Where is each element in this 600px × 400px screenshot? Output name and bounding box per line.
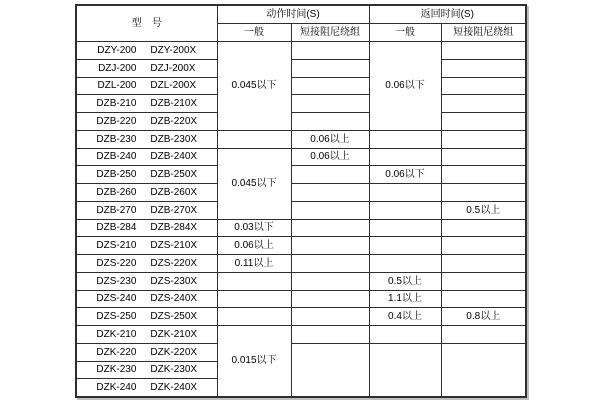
value-cell	[217, 290, 291, 308]
subheader-action-general: 一般	[217, 24, 291, 42]
value-cell: 0.045以下	[217, 42, 291, 131]
value-cell	[217, 130, 291, 148]
value-cell: 0.8以上	[441, 308, 526, 326]
model-number-x: DZB-210X	[150, 98, 198, 110]
model-cell	[76, 308, 217, 326]
value-cell	[369, 201, 441, 219]
model-cell	[76, 237, 217, 255]
model-pair	[77, 98, 217, 109]
model-number-x: DZB-240X	[150, 151, 198, 163]
header-return-time: 返回时间(S)	[369, 5, 526, 24]
value-cell	[291, 166, 369, 184]
value-cell: 0.5以上	[441, 201, 526, 219]
table-row	[76, 326, 526, 344]
table-row	[76, 255, 526, 273]
value-cell	[441, 95, 526, 113]
model-number: DZS-220	[96, 257, 137, 269]
model-pair	[77, 63, 217, 74]
value-cell	[441, 343, 526, 396]
value-cell	[441, 290, 526, 308]
model-number-x: DZK-220X	[150, 346, 198, 358]
value-cell	[291, 113, 369, 131]
value-cell	[291, 42, 369, 60]
value-cell	[217, 272, 291, 290]
value-cell	[369, 184, 441, 202]
table-row	[76, 308, 526, 326]
model-number: DZB-240	[96, 151, 137, 163]
model-number: DZB-284	[96, 222, 137, 234]
value-cell	[369, 255, 441, 273]
model-number-x: DZY-200X	[150, 44, 197, 56]
model-number-x: DZB-220X	[150, 115, 198, 127]
model-cell	[76, 379, 217, 397]
model-cell	[76, 42, 217, 60]
model-cell	[76, 219, 217, 237]
table-row	[76, 272, 526, 290]
model-cell	[76, 166, 217, 184]
value-cell	[291, 290, 369, 308]
value-cell	[441, 148, 526, 166]
model-cell	[76, 255, 217, 273]
model-pair	[77, 116, 217, 127]
value-cell: 0.4以上	[369, 308, 441, 326]
value-cell	[441, 77, 526, 95]
table-row	[76, 237, 526, 255]
model-number-x: DZK-230X	[150, 364, 198, 376]
model-cell	[76, 361, 217, 379]
value-cell	[441, 130, 526, 148]
value-cell	[291, 255, 369, 273]
model-cell	[76, 326, 217, 344]
table-row	[76, 42, 526, 60]
header-model: 型 号	[76, 5, 217, 42]
value-cell: 0.03以下	[217, 219, 291, 237]
table-row	[76, 290, 526, 308]
model-pair	[77, 311, 217, 322]
value-cell	[369, 130, 441, 148]
table-row	[76, 148, 526, 166]
value-cell: 0.06以下	[369, 42, 441, 131]
model-pair	[77, 134, 217, 145]
table-body	[76, 42, 526, 397]
value-cell	[441, 326, 526, 344]
model-number-x: DZS-210X	[150, 240, 198, 252]
value-cell	[291, 59, 369, 77]
model-number: DZS-230	[96, 275, 137, 287]
model-number: DZJ-200	[98, 62, 137, 74]
value-cell: 0.06以上	[291, 130, 369, 148]
value-cell	[441, 219, 526, 237]
model-pair	[77, 205, 217, 216]
value-cell: 0.06以下	[369, 166, 441, 184]
value-cell	[291, 184, 369, 202]
value-cell	[441, 59, 526, 77]
model-cell	[76, 343, 217, 361]
model-number: DZS-210	[96, 240, 137, 252]
model-pair	[77, 276, 217, 287]
model-number: DZK-220	[96, 346, 137, 358]
value-cell	[291, 326, 369, 344]
subheader-return-damped-winding: 短接阻尼绕组	[441, 24, 526, 42]
model-number-x: DZB-270X	[150, 204, 198, 216]
model-cell	[76, 184, 217, 202]
model-number: DZB-270	[96, 204, 137, 216]
model-number-x: DZK-240X	[150, 381, 198, 393]
table-row	[76, 219, 526, 237]
model-pair	[77, 293, 217, 304]
value-cell	[291, 95, 369, 113]
value-cell	[369, 237, 441, 255]
value-cell	[291, 201, 369, 219]
value-cell	[217, 308, 291, 326]
model-pair	[77, 364, 217, 375]
value-cell	[369, 343, 441, 396]
model-cell	[76, 148, 217, 166]
value-cell: 1.1以上	[369, 290, 441, 308]
value-cell	[291, 272, 369, 290]
model-number: DZK-230	[96, 364, 137, 376]
value-cell: 0.5以上	[369, 272, 441, 290]
model-number-x: DZS-240X	[150, 293, 198, 305]
value-cell: 0.11以上	[217, 255, 291, 273]
subheader-return-general: 一般	[369, 24, 441, 42]
table-row	[76, 184, 526, 202]
model-pair	[77, 382, 217, 393]
value-cell	[441, 113, 526, 131]
model-pair	[77, 80, 217, 91]
value-cell	[291, 219, 369, 237]
value-cell	[369, 148, 441, 166]
model-cell	[76, 201, 217, 219]
value-cell	[441, 166, 526, 184]
model-pair	[77, 222, 217, 233]
header-group-row	[76, 5, 526, 24]
table-row	[76, 77, 526, 95]
model-number-x: DZB-230X	[150, 133, 198, 145]
value-cell: 0.06以上	[217, 237, 291, 255]
value-cell	[369, 219, 441, 237]
subheader-action-damped-winding: 短接阻尼绕组	[291, 24, 369, 42]
model-cell	[76, 113, 217, 131]
model-number: DZB-220	[96, 115, 137, 127]
model-number: DZK-240	[96, 381, 137, 393]
model-cell	[76, 77, 217, 95]
model-cell	[76, 290, 217, 308]
table-row	[76, 95, 526, 113]
value-cell	[291, 237, 369, 255]
value-cell	[441, 184, 526, 202]
model-number: DZB-230	[96, 133, 137, 145]
model-cell	[76, 59, 217, 77]
value-cell	[291, 77, 369, 95]
table-row	[76, 201, 526, 219]
value-cell	[369, 326, 441, 344]
value-cell: 0.015以下	[217, 326, 291, 397]
model-number-x: DZL-200X	[150, 80, 196, 92]
model-number-x: DZB-250X	[150, 169, 198, 181]
table-row	[76, 59, 526, 77]
value-cell	[441, 237, 526, 255]
model-cell	[76, 272, 217, 290]
spec-table	[75, 4, 527, 398]
model-number-x: DZK-210X	[150, 328, 198, 340]
table-row	[76, 343, 526, 361]
value-cell	[441, 42, 526, 60]
model-cell	[76, 95, 217, 113]
model-number-x: DZS-230X	[150, 275, 198, 287]
value-cell	[291, 343, 369, 396]
model-pair	[77, 240, 217, 251]
model-pair	[77, 45, 217, 56]
model-number-x: DZB-260X	[150, 186, 198, 198]
value-cell: 0.06以上	[291, 148, 369, 166]
table-row	[76, 130, 526, 148]
table-header	[76, 5, 526, 42]
model-number: DZB-250	[96, 169, 137, 181]
model-number: DZS-240	[96, 293, 137, 305]
table-row	[76, 113, 526, 131]
value-cell	[441, 272, 526, 290]
value-cell	[291, 308, 369, 326]
model-number-x: DZS-220X	[150, 257, 198, 269]
model-cell	[76, 130, 217, 148]
model-number: DZL-200	[97, 80, 137, 92]
value-cell: 0.045以下	[217, 148, 291, 219]
model-pair	[77, 258, 217, 269]
table-row	[76, 166, 526, 184]
model-pair	[77, 329, 217, 340]
model-pair	[77, 187, 217, 198]
value-cell	[441, 255, 526, 273]
model-number: DZB-210	[96, 98, 137, 110]
model-number-x: DZS-250X	[150, 311, 198, 323]
model-number-x: DZB-284X	[150, 222, 198, 234]
model-number: DZK-210	[96, 328, 137, 340]
model-number: DZS-250	[96, 311, 137, 323]
header-action-time: 动作时间(S)	[217, 5, 369, 24]
model-pair	[77, 169, 217, 180]
model-pair	[77, 347, 217, 358]
model-pair	[77, 151, 217, 162]
model-number: DZY-200	[97, 44, 137, 56]
model-number-x: DZJ-200X	[150, 62, 196, 74]
model-number: DZB-260	[96, 186, 137, 198]
